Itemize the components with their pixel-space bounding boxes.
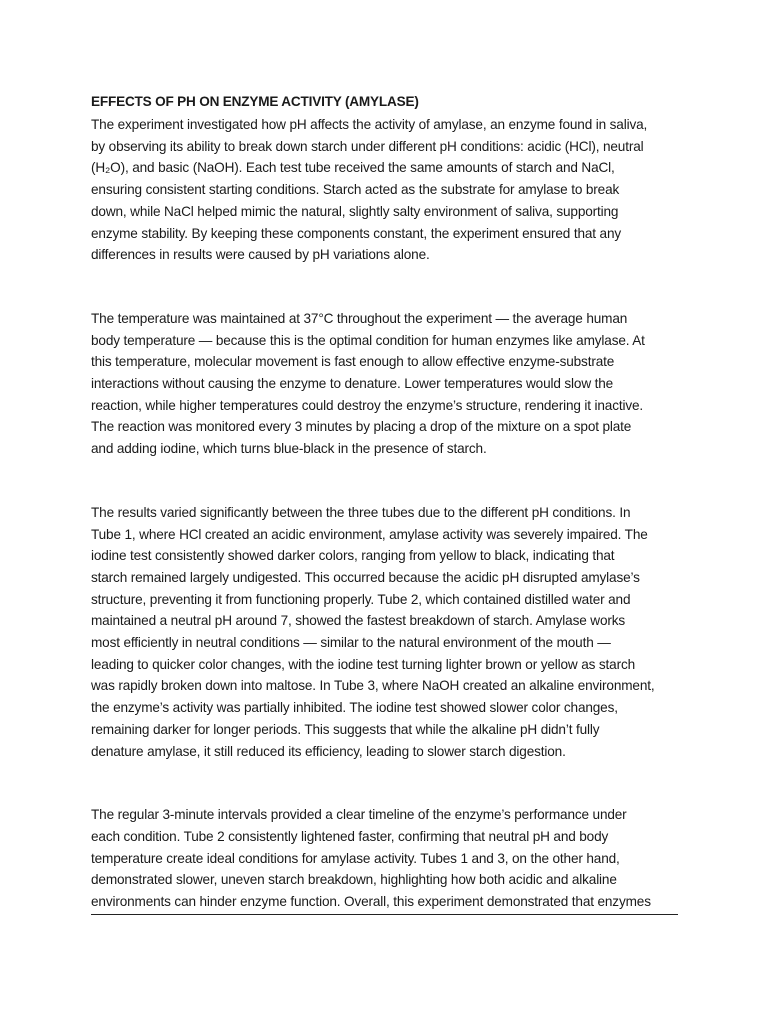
paragraph-line: body temperature — because this is the optimal condition for human enzymes like amylase. At <box>91 332 645 348</box>
paragraph-3 <box>91 502 681 762</box>
paragraph-line: differences in results were caused by pH variations alone. <box>91 247 430 263</box>
paragraph-line: by observing its ability to break down starch under different pH conditions: acidic (HCl), neutral <box>91 138 644 154</box>
paragraph-line: The temperature was maintained at 37°C throughout the experiment — the average human <box>91 310 628 326</box>
document-page <box>91 92 681 915</box>
paragraph-line: and adding iodine, which turns blue-black in the presence of starch. <box>91 441 487 457</box>
paragraph-line: leading to quicker color changes, with the iodine test turning lighter brown or yellow as starch <box>91 656 635 672</box>
paragraph-line: denature amylase, it still reduced its efficiency, leading to slower starch digestion. <box>91 743 566 759</box>
paragraph-spacer <box>91 762 681 804</box>
paragraph-line: reaction, while higher temperatures could destroy the enzyme’s structure, rendering it inactive. <box>91 397 644 413</box>
paragraph-line: The regular 3-minute intervals provided a clear timeline of the enzyme’s performance under <box>91 807 627 823</box>
paragraph-line: remaining darker for longer periods. This suggests that while the alkaline pH didn’t fully <box>91 721 600 737</box>
paragraph-line: enzyme stability. By keeping these components constant, the experiment ensured that any <box>91 225 622 241</box>
paragraph-line: most efficiently in neutral conditions — similar to the natural environment of the mouth — <box>91 635 611 651</box>
paragraph-line: ensuring consistent starting conditions. Starch acted as the substrate for amylase to break <box>91 182 620 198</box>
paragraph-line: (H₂O), and basic (NaOH). Each test tube received the same amounts of starch and NaCl, <box>91 160 615 176</box>
paragraph-spacer <box>91 266 681 308</box>
paragraph-line: demonstrated slower, uneven starch breakdown, highlighting how both acidic and alkaline <box>91 872 617 888</box>
paragraph-4 <box>91 804 678 915</box>
paragraph-line: environments can hinder enzyme function. Overall, this experiment demonstrated that enzymes <box>91 894 651 910</box>
paragraph-line: temperature create ideal conditions for amylase activity. Tubes 1 and 3, on the other hand, <box>91 850 620 866</box>
paragraph-line: The experiment investigated how pH affects the activity of amylase, an enzyme found in saliva, <box>91 117 648 132</box>
paragraph-line: was rapidly broken down into maltose. In Tube 3, where NaOH created an alkaline environment, <box>91 678 655 694</box>
paragraph-spacer <box>91 460 681 502</box>
paragraph-line: interactions without causing the enzyme to denature. Lower temperatures would slow the <box>91 376 614 392</box>
paragraph-line: each condition. Tube 2 consistently lightened faster, confirming that neutral pH and body <box>91 828 609 844</box>
paragraph-line: Tube 1, where HCl created an acidic environment, amylase activity was severely impaired. The <box>91 526 648 542</box>
paragraph-line: The reaction was monitored every 3 minutes by placing a drop of the mixture on a spot plate <box>91 419 632 435</box>
paragraph-line: starch remained largely undigested. This occurred because the acidic pH disrupted amylase’s <box>91 569 640 585</box>
paragraph-line: this temperature, molecular movement is fast enough to allow effective enzyme-substrate <box>91 354 615 370</box>
paragraph-2 <box>91 308 681 460</box>
paragraph-line: The results varied significantly between the three tubes due to the different pH conditions. In <box>91 504 631 520</box>
paragraph-line: the enzyme’s activity was partially inhibited. The iodine test showed slower color changes, <box>91 700 618 716</box>
paragraph-line: structure, preventing it from functioning properly. Tube 2, which contained distilled water and <box>91 591 631 607</box>
paragraph-line: iodine test consistently showed darker colors, ranging from yellow to black, indicating that <box>91 548 615 564</box>
document-title: EFFECTS OF PH ON ENZYME ACTIVITY (AMYLASE) <box>91 94 419 109</box>
paragraph-1 <box>91 114 681 266</box>
paragraph-line: maintained a neutral pH around 7, showed the fastest breakdown of starch. Amylase works <box>91 613 626 629</box>
paragraph-line: down, while NaCl helped mimic the natural, slightly salty environment of saliva, supporting <box>91 203 619 219</box>
